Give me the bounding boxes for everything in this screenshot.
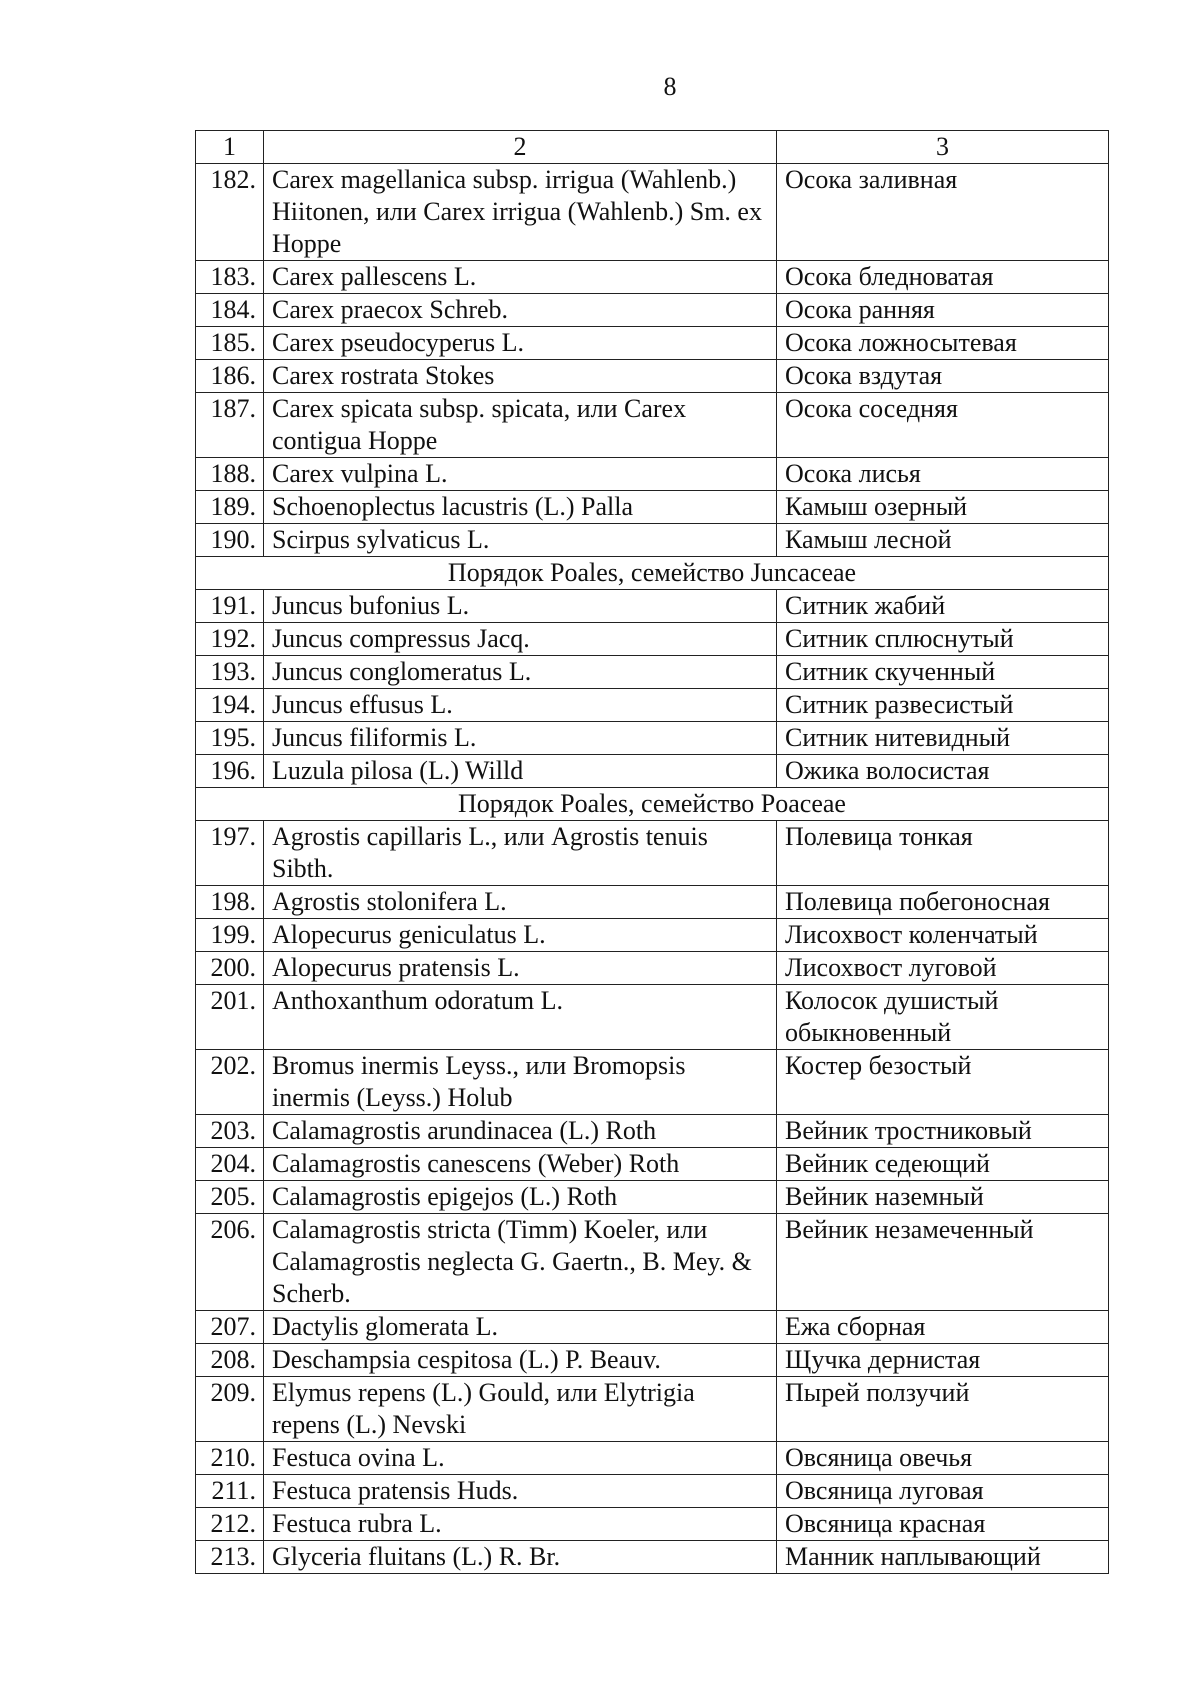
row-number: 208. — [196, 1344, 264, 1377]
table-row — [196, 1377, 1109, 1442]
latin-name-cell: Calamagrostis epigejos (L.) Roth — [264, 1181, 777, 1214]
table-row — [196, 1181, 1109, 1214]
russian-name-cell: Осока ранняя — [777, 294, 1109, 327]
column-header-russian-name: 3 — [777, 131, 1109, 164]
russian-name-cell: Осока лисья — [777, 458, 1109, 491]
russian-name-cell: Осока вздутая — [777, 360, 1109, 393]
table-row — [196, 985, 1109, 1050]
russian-name-cell: Ожика волосистая — [777, 755, 1109, 788]
species-table — [195, 130, 1109, 1574]
russian-name-cell: Ситник скученный — [777, 656, 1109, 689]
russian-name-cell: Овсяница красная — [777, 1508, 1109, 1541]
russian-name-cell: Вейник наземный — [777, 1181, 1109, 1214]
russian-name-cell: Ежа сборная — [777, 1311, 1109, 1344]
table-row — [196, 1050, 1109, 1115]
russian-name-cell: Ситник развесистый — [777, 689, 1109, 722]
latin-name-cell: Glyceria fluitans (L.) R. Br. — [264, 1541, 777, 1574]
latin-name-cell: Carex rostrata Stokes — [264, 360, 777, 393]
row-number: 199. — [196, 919, 264, 952]
table-row — [196, 689, 1109, 722]
russian-name-cell: Ситник нитевидный — [777, 722, 1109, 755]
latin-name-cell: Agrostis stolonifera L. — [264, 886, 777, 919]
table-row — [196, 1508, 1109, 1541]
table-row — [196, 1541, 1109, 1574]
latin-name-cell: Luzula pilosa (L.) Willd — [264, 755, 777, 788]
latin-name-cell: Carex praecox Schreb. — [264, 294, 777, 327]
section-header-row — [196, 788, 1109, 821]
latin-name-cell: Agrostis capillaris L., или Agrostis tenuis Sibth. — [264, 821, 777, 886]
table-row — [196, 1442, 1109, 1475]
latin-name-cell: Alopecurus geniculatus L. — [264, 919, 777, 952]
russian-name-cell: Манник наплывающий — [777, 1541, 1109, 1574]
table-row — [196, 393, 1109, 458]
table-row — [196, 886, 1109, 919]
row-number: 195. — [196, 722, 264, 755]
row-number: 197. — [196, 821, 264, 886]
table-row — [196, 327, 1109, 360]
table-row — [196, 1344, 1109, 1377]
latin-name-cell: Alopecurus pratensis L. — [264, 952, 777, 985]
row-number: 185. — [196, 327, 264, 360]
latin-name-cell: Festuca ovina L. — [264, 1442, 777, 1475]
table-row — [196, 360, 1109, 393]
latin-name-cell: Calamagrostis canescens (Weber) Roth — [264, 1148, 777, 1181]
row-number: 182. — [196, 164, 264, 261]
row-number: 189. — [196, 491, 264, 524]
row-number: 187. — [196, 393, 264, 458]
russian-name-cell: Вейник тростниковый — [777, 1115, 1109, 1148]
russian-name-cell: Овсяница овечья — [777, 1442, 1109, 1475]
latin-name-cell: Juncus bufonius L. — [264, 590, 777, 623]
latin-name-cell: Anthoxanthum odoratum L. — [264, 985, 777, 1050]
table-row — [196, 491, 1109, 524]
section-header-row — [196, 557, 1109, 590]
latin-name-cell: Schoenoplectus lacustris (L.) Palla — [264, 491, 777, 524]
column-header-number: 1 — [196, 131, 264, 164]
row-number: 198. — [196, 886, 264, 919]
latin-name-cell: Juncus conglomeratus L. — [264, 656, 777, 689]
table-row — [196, 458, 1109, 491]
table-row — [196, 261, 1109, 294]
russian-name-cell: Лисохвост луговой — [777, 952, 1109, 985]
row-number: 188. — [196, 458, 264, 491]
table-row — [196, 1214, 1109, 1311]
russian-name-cell: Полевица тонкая — [777, 821, 1109, 886]
table-row — [196, 821, 1109, 886]
latin-name-cell: Elymus repens (L.) Gould, или Elytrigia repens (L.) Nevski — [264, 1377, 777, 1442]
russian-name-cell: Осока ложносытевая — [777, 327, 1109, 360]
table-row — [196, 623, 1109, 656]
table-row — [196, 952, 1109, 985]
column-header-latin-name: 2 — [264, 131, 777, 164]
russian-name-cell: Вейник незамеченный — [777, 1214, 1109, 1311]
row-number: 186. — [196, 360, 264, 393]
row-number: 191. — [196, 590, 264, 623]
row-number: 212. — [196, 1508, 264, 1541]
latin-name-cell: Festuca rubra L. — [264, 1508, 777, 1541]
row-number: 183. — [196, 261, 264, 294]
row-number: 205. — [196, 1181, 264, 1214]
table-row — [196, 590, 1109, 623]
row-number: 209. — [196, 1377, 264, 1442]
row-number: 211. — [196, 1475, 264, 1508]
page-number: 8 — [663, 72, 677, 101]
table-row — [196, 294, 1109, 327]
table-row — [196, 1148, 1109, 1181]
russian-name-cell: Полевица побегоносная — [777, 886, 1109, 919]
russian-name-cell: Осока соседняя — [777, 393, 1109, 458]
latin-name-cell: Juncus effusus L. — [264, 689, 777, 722]
russian-name-cell: Ситник сплюснутый — [777, 623, 1109, 656]
latin-name-cell: Carex pallescens L. — [264, 261, 777, 294]
table-row — [196, 524, 1109, 557]
russian-name-cell: Камыш лесной — [777, 524, 1109, 557]
table-body — [196, 164, 1109, 1574]
table-row — [196, 722, 1109, 755]
row-number: 206. — [196, 1214, 264, 1311]
latin-name-cell: Bromus inermis Leyss., или Bromopsis inermis (Leyss.) Holub — [264, 1050, 777, 1115]
russian-name-cell: Ситник жабий — [777, 590, 1109, 623]
row-number: 207. — [196, 1311, 264, 1344]
russian-name-cell: Лисохвост коленчатый — [777, 919, 1109, 952]
row-number: 202. — [196, 1050, 264, 1115]
row-number: 196. — [196, 755, 264, 788]
latin-name-cell: Calamagrostis stricta (Timm) Koeler, или Calamagrostis neglecta G. Gaertn., B. Mey. & Scherb. — [264, 1214, 777, 1311]
russian-name-cell: Пырей ползучий — [777, 1377, 1109, 1442]
table-row — [196, 656, 1109, 689]
table-row — [196, 1115, 1109, 1148]
table-row — [196, 919, 1109, 952]
row-number: 184. — [196, 294, 264, 327]
latin-name-cell: Festuca pratensis Huds. — [264, 1475, 777, 1508]
table-row — [196, 164, 1109, 261]
russian-name-cell: Овсяница луговая — [777, 1475, 1109, 1508]
section-title: Порядок Poales, семейство Poaceae — [196, 788, 1109, 821]
row-number: 203. — [196, 1115, 264, 1148]
row-number: 213. — [196, 1541, 264, 1574]
row-number: 192. — [196, 623, 264, 656]
latin-name-cell: Calamagrostis arundinacea (L.) Roth — [264, 1115, 777, 1148]
latin-name-cell: Scirpus sylvaticus L. — [264, 524, 777, 557]
row-number: 204. — [196, 1148, 264, 1181]
latin-name-cell: Carex vulpina L. — [264, 458, 777, 491]
latin-name-cell: Carex magellanica subsp. irrigua (Wahlenb.) Hiitonen, или Carex irrigua (Wahlenb.) Sm. ex Hoppe — [264, 164, 777, 261]
table-row — [196, 755, 1109, 788]
latin-name-cell: Carex spicata subsp. spicata, или Carex contigua Hoppe — [264, 393, 777, 458]
russian-name-cell: Камыш озерный — [777, 491, 1109, 524]
russian-name-cell: Костер безостый — [777, 1050, 1109, 1115]
section-title: Порядок Poales, семейство Juncaceae — [196, 557, 1109, 590]
russian-name-cell: Щучка дернистая — [777, 1344, 1109, 1377]
table-row — [196, 1475, 1109, 1508]
row-number: 210. — [196, 1442, 264, 1475]
latin-name-cell: Dactylis glomerata L. — [264, 1311, 777, 1344]
table-row — [196, 1311, 1109, 1344]
russian-name-cell: Колосок душистый обыкновенный — [777, 985, 1109, 1050]
russian-name-cell: Осока заливная — [777, 164, 1109, 261]
russian-name-cell: Осока бледноватая — [777, 261, 1109, 294]
latin-name-cell: Juncus compressus Jacq. — [264, 623, 777, 656]
row-number: 194. — [196, 689, 264, 722]
row-number: 193. — [196, 656, 264, 689]
latin-name-cell: Juncus filiformis L. — [264, 722, 777, 755]
russian-name-cell: Вейник седеющий — [777, 1148, 1109, 1181]
latin-name-cell: Deschampsia cespitosa (L.) P. Beauv. — [264, 1344, 777, 1377]
row-number: 190. — [196, 524, 264, 557]
row-number: 200. — [196, 952, 264, 985]
table-header-row — [196, 131, 1109, 164]
row-number: 201. — [196, 985, 264, 1050]
latin-name-cell: Carex pseudocyperus L. — [264, 327, 777, 360]
